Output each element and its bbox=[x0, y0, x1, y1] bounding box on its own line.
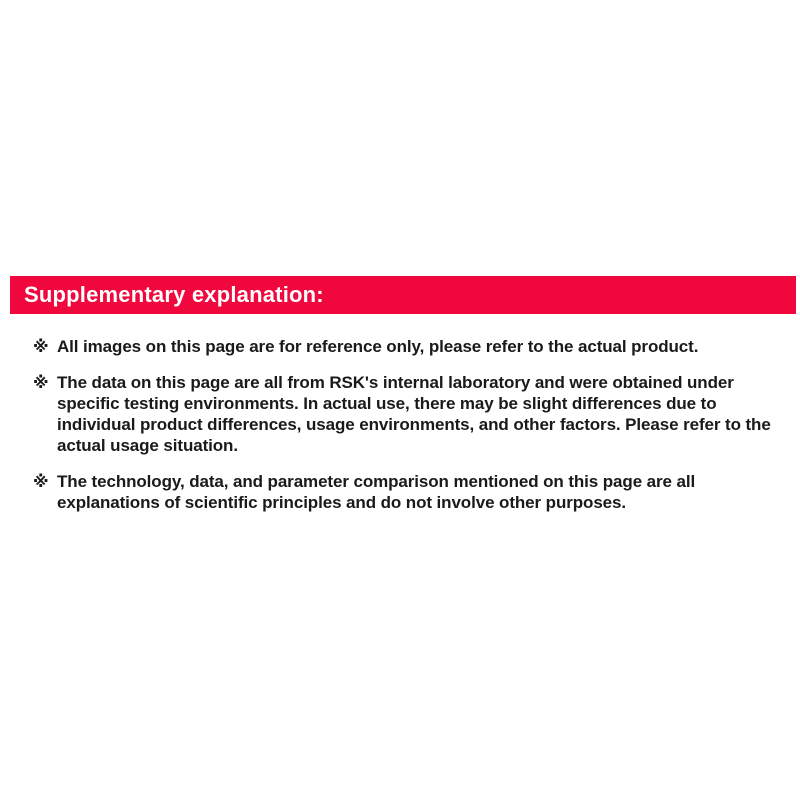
supplementary-explanation-banner bbox=[10, 276, 796, 314]
note-text: The data on this page are all from RSK's internal laboratory and were obtained under specific testing environments. In actual use, there may be slight differences due to individual product differences, usage environments, and other factors. Please refer to the actual usage situation. bbox=[57, 373, 771, 455]
reference-mark-icon: ※ bbox=[33, 472, 49, 491]
reference-mark-icon: ※ bbox=[33, 337, 49, 356]
note-item bbox=[33, 372, 790, 456]
note-item bbox=[33, 471, 790, 513]
note-text: The technology, data, and parameter comparison mentioned on this page are all explanations of scientific principles and do not involve other purposes. bbox=[57, 472, 696, 512]
note-item bbox=[33, 336, 790, 357]
notes-list bbox=[33, 336, 790, 528]
banner-title: Supplementary explanation: bbox=[24, 282, 324, 307]
note-text: All images on this page are for reference only, please refer to the actual product. bbox=[57, 337, 699, 356]
reference-mark-icon: ※ bbox=[33, 373, 49, 392]
